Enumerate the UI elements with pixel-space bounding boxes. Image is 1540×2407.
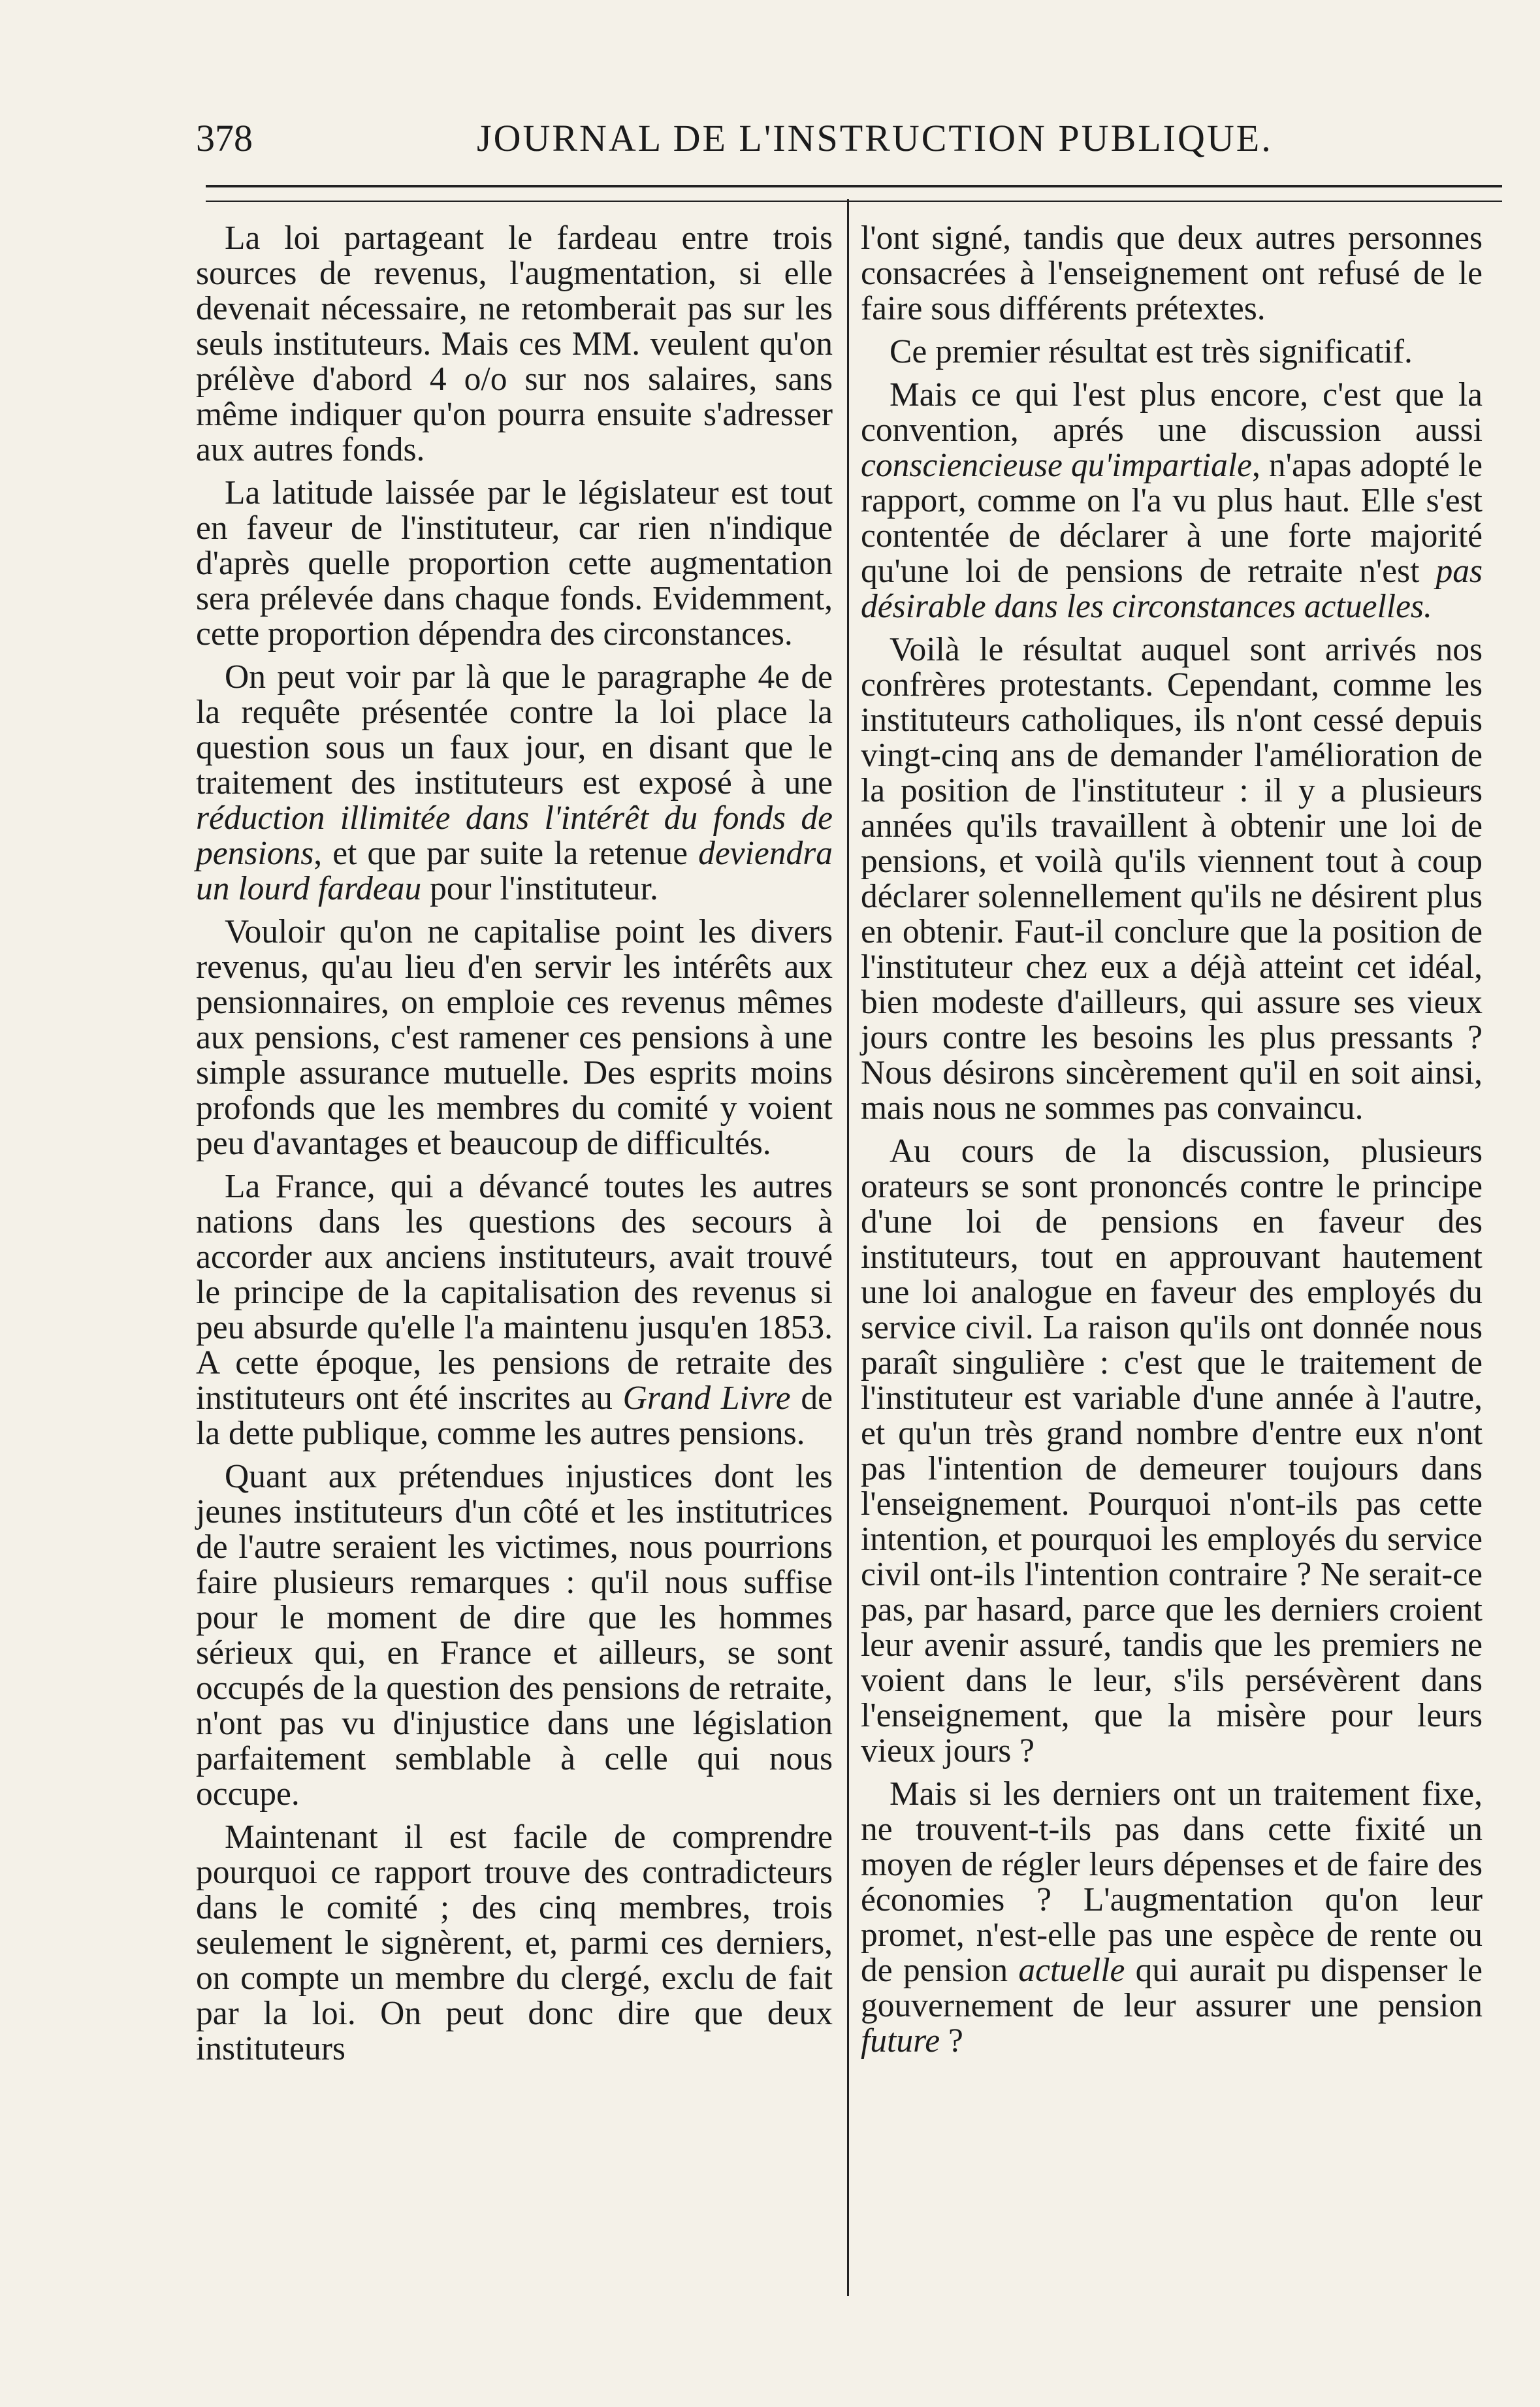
text-run: Mais si les derniers ont un traitement fixe, ne trouvent-t-ils pas dans cette fixité un moyen de régler leurs dépenses et de faire des économies ? L'augmentation qu'on leur promet, n'est-elle pas une espèce de rente ou de pension bbox=[861, 1775, 1483, 1989]
left-column bbox=[196, 221, 833, 2075]
paragraph bbox=[196, 1169, 833, 1451]
paragraph-continued: l'ont signé, tandis que deux autres personnes consacrées à l'enseignement ont refusé de le faire sous différents prétextes. bbox=[861, 219, 1483, 327]
paragraph: Quant aux prétendues injustices dont les jeunes instituteurs d'un côté et les institutrices de l'autre seraient les victimes, nous pourrions faire plusieurs remarques : qu'il nous suffise pour le moment de dire que les hommes sérieux qui, en France et ailleurs, se sont occupés de la question des pensions de retraite, n'ont pas vu d'injustice dans une législation parfaitement semblable à celle qui nous occupe. bbox=[196, 1458, 833, 1813]
paragraph: La latitude laissée par le législateur est tout en faveur de l'instituteur, car rien n'indique d'après quelle proportion cette augmentation sera prélevée dans chaque fonds. Evidemment, cette proportion dépendra des circonstances. bbox=[196, 474, 833, 653]
text-run: La France, qui a dévancé toutes les autres nations dans les questions des secours à accorder aux anciens instituteurs, avait trouvé le principe de la capitalisation des revenus si peu absurde qu'elle l'a maintenu jusqu'en 1853. A cette époque, les pensions de retraite des instituteurs ont été inscrites au bbox=[196, 1168, 833, 1417]
page-number: 378 bbox=[196, 117, 253, 159]
italic-text: pas désirable dans les circonstances actuelles. bbox=[861, 553, 1483, 625]
text-run: On peut voir par là que le paragraphe 4e de la requête présentée contre la loi place la question sous un faux jour, en disant que le traitement des instituteurs est exposé à une bbox=[196, 658, 833, 801]
paragraph bbox=[861, 1777, 1483, 2059]
text-run: pour l'instituteur. bbox=[421, 870, 658, 907]
paragraph: Maintenant il est facile de comprendre pourquoi ce rapport trouve des contradicteurs dans le comité ; des cinq membres, trois seulement le signèrent, et, parmi ces derniers, on compte un membre du clergé, exclu de fait par la loi. On peut donc dire que deux instituteurs bbox=[196, 1818, 833, 2067]
paragraph: Au cours de la discussion, plusieurs orateurs se sont prononcés contre le principe d'une loi de pensions en faveur des instituteurs, tout en approuvant hautement une loi analogue en faveur des employés du service civil. La raison qu'ils ont donnée nous paraît singulière : c'est que le traitement de l'instituteur est variable d'une année à l'autre, et qu'un très grand nombre d'entre eux n'ont pas l'intention de demeurer toujours dans l'enseignement. Pourquoi n'ont-ils pas cette intention, et pourquoi les employés du service civil ont-ils l'intention contraire ? Ne serait-ce pas, par hasard, parce que les derniers croient leur avenir assuré, tandis que les premiers ne voient dans le leur, s'ils persévèrent dans l'enseignement, que la misère pour leurs vieux jours ? bbox=[861, 1133, 1483, 1769]
italic-text: consciencieuse qu'impartiale bbox=[861, 447, 1252, 484]
text-run: , n'apas adopté le rapport, comme on l'a vu plus haut. Elle s'est contentée de déclarer à une forte majorité qu'une loi de pensions de retraite n'est bbox=[861, 447, 1483, 590]
text-run: , et que par suite la retenue bbox=[313, 835, 699, 872]
text-run: ? bbox=[940, 2022, 963, 2060]
paragraph bbox=[196, 660, 833, 907]
italic-text: actuelle bbox=[1018, 1952, 1125, 1989]
paragraph: Vouloir qu'on ne capitalise point les divers revenus, qu'au lieu d'en servir les intérêts aux pensionnaires, on emploie ces revenus mêmes aux pensions, c'est ramener ces pensions à une simple assurance mutuelle. Des esprits moins profonds que les membres du comité y voient peu d'avantages et beaucoup de difficultés. bbox=[196, 913, 833, 1162]
italic-text: deviendra un lourd fardeau bbox=[196, 835, 833, 907]
text-run: de la dette publique, comme les autres pensions. bbox=[196, 1380, 833, 1452]
italic-text: future bbox=[861, 2022, 940, 2060]
paragraph: La loi partageant le fardeau entre trois sources de revenus, l'augmentation, si elle devenait nécessaire, ne retomberait pas sur les seuls instituteurs. Mais ces MM. veulent qu'on prélève d'abord 4 o/o sur nos salaires, sans même indiquer qu'on pourra ensuite s'adresser aux autres fonds. bbox=[196, 219, 833, 468]
paragraph: Voilà le résultat auquel sont arrivés nos confrères protestants. Cependant, comme les instituteurs catholiques, ils n'ont cessé depuis vingt-cinq ans de demander l'amélioration de la position de l'instituteur : il y a plusieurs années qu'ils travaillent à obtenir une loi de pensions, et voilà qu'ils viennent tout à coup déclarer solennellement qu'ils ne désirent plus en obtenir. Faut-il conclure que la position de l'instituteur chez eux a déjà atteint cet idéal, bien modeste d'ailleurs, qui assure ses vieux jours contre les besoins les plus pressants ? Nous désirons sincèrement qu'il en soit ainsi, mais nous ne sommes pas convaincu. bbox=[861, 631, 1483, 1127]
running-title: JOURNAL DE L'INSTRUCTION PUBLIQUE. bbox=[477, 117, 1273, 159]
paragraph: Ce premier résultat est très significatif. bbox=[890, 333, 1413, 370]
column-divider bbox=[847, 199, 849, 2296]
italic-text: Grand Livre bbox=[622, 1380, 791, 1417]
header-double-rule bbox=[206, 185, 1502, 202]
text-run: Mais ce qui l'est plus encore, c'est que la convention, aprés une discussion aussi bbox=[861, 376, 1483, 449]
paragraph bbox=[861, 378, 1483, 624]
right-column bbox=[861, 221, 1483, 2067]
italic-text: réduction illimitée dans l'intérêt du fonds de pensions bbox=[196, 800, 833, 872]
text-run: qui aurait pu dispenser le gouvernement de leur assurer une pension bbox=[861, 1952, 1483, 2024]
page-header bbox=[196, 116, 1274, 175]
